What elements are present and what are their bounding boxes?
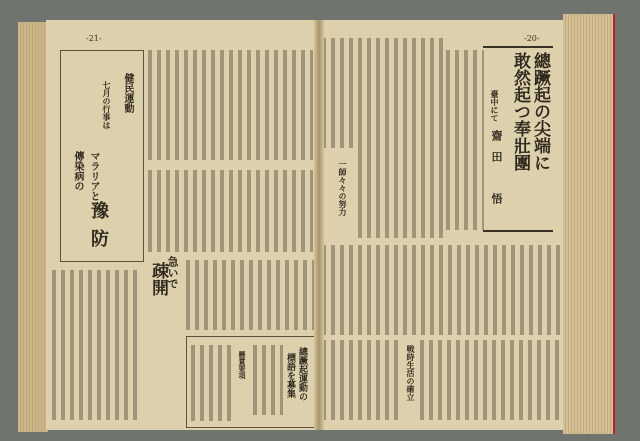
evacuation-title: 疎開 xyxy=(148,262,168,296)
left-page xyxy=(46,20,318,430)
contest-section: 懸賞要項 xyxy=(238,351,247,379)
red-page-edge xyxy=(613,14,615,434)
page-edges-right xyxy=(563,14,613,434)
rule xyxy=(483,230,553,232)
body-text xyxy=(191,345,235,421)
body-text xyxy=(322,245,560,335)
feature-box xyxy=(60,50,144,262)
rule xyxy=(483,46,553,48)
book-spine xyxy=(314,20,324,430)
body-text xyxy=(420,340,560,420)
page-number: -21- xyxy=(86,34,102,43)
contest-title-2: 標語を募集 xyxy=(285,353,295,398)
body-text xyxy=(358,38,443,238)
page-edges-left xyxy=(18,22,48,432)
contest-title: 總蹶起運動の xyxy=(297,347,307,401)
body-text xyxy=(148,170,313,252)
feature-title: マラリアと xyxy=(88,151,99,201)
open-book xyxy=(18,14,616,434)
body-text xyxy=(322,340,402,420)
body-text xyxy=(52,270,142,420)
feature-title-3: 豫 xyxy=(88,201,109,219)
contest-box xyxy=(186,336,318,428)
subhead-2: 戦時生活の確立 xyxy=(406,345,416,401)
feature-subtitle: 七月の行事は xyxy=(102,81,112,129)
subhead: 一師々々の努力 xyxy=(338,160,348,216)
body-text xyxy=(446,50,484,230)
body-text xyxy=(253,345,283,415)
page-number: -20- xyxy=(524,34,540,43)
body-text xyxy=(148,50,313,160)
feature-label: 健民運動 xyxy=(122,73,133,113)
headline-2: 敢然起つ奉壯團 xyxy=(510,52,530,171)
evacuation-label: 急いで xyxy=(166,256,179,289)
author: 齋田 悟 xyxy=(490,130,503,214)
body-text xyxy=(186,260,314,330)
feature-title-4: 防 xyxy=(88,229,109,247)
right-page xyxy=(318,20,566,430)
location: 臺中にて xyxy=(490,90,500,122)
feature-title-2: 傳染病の xyxy=(72,151,83,191)
headline: 總蹶起の尖端に xyxy=(530,52,550,171)
body-text xyxy=(322,38,356,148)
